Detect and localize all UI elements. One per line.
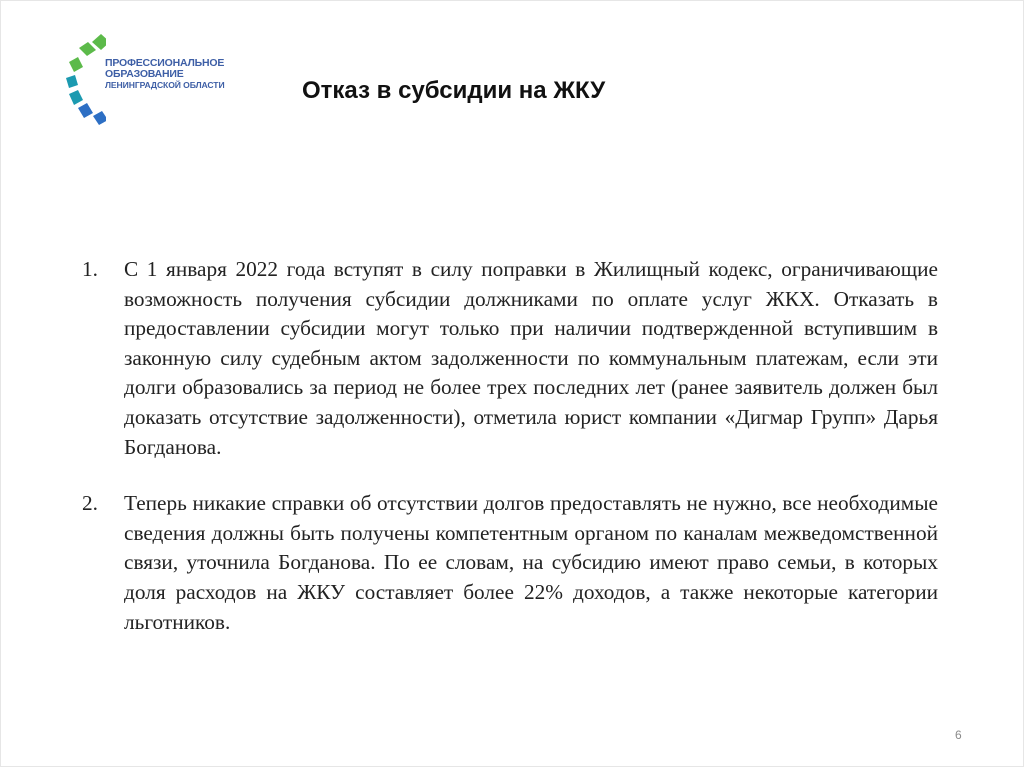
logo-emblem-icon — [66, 30, 106, 130]
numbered-list — [82, 255, 938, 637]
logo-line-1: ПРОФЕССИОНАЛЬНОЕ — [105, 57, 225, 69]
logo-text — [105, 58, 225, 91]
list-item-text: Теперь никакие справки об отсутствии долгов предоставлять не нужно, все необходимые сведения должны быть получены компетентным органом по каналам межведомственной связи, уточнила Богданова. По ее словам, на субсидию имеют право семьи, в которых доля расходов на ЖКУ составляет более 22% доходов, а также некоторые категории льготников. — [124, 491, 938, 634]
list-item — [82, 489, 938, 637]
list-item-number: 1. — [82, 257, 98, 281]
page-number: 6 — [955, 728, 962, 742]
logo — [66, 30, 256, 130]
page-title: Отказ в субсидии на ЖКУ — [302, 77, 606, 104]
list-item-number: 2. — [82, 491, 98, 516]
logo-line-3: ЛЕНИНГРАДСКОЙ ОБЛАСТИ — [105, 80, 225, 90]
list-item — [82, 255, 938, 462]
list-item-text: С 1 января 2022 года вступят в силу поправки в Жилищный кодекс, ограничивающие возможность получения субсидии должниками по оплате услуг ЖКХ. Отказать в предоставлении субсидии могут только при наличии подтвержденной вступившим в законную силу судебным актом задолженности по коммунальным платежам, если эти долги образовались за период не более трех последних лет (ранее заявитель должен был доказать отсутствие задолженности), отметила юрист компании «Дигмар Групп» Дарья Богданова. — [124, 257, 938, 459]
logo-line-2: ОБРАЗОВАНИЕ — [105, 68, 184, 80]
